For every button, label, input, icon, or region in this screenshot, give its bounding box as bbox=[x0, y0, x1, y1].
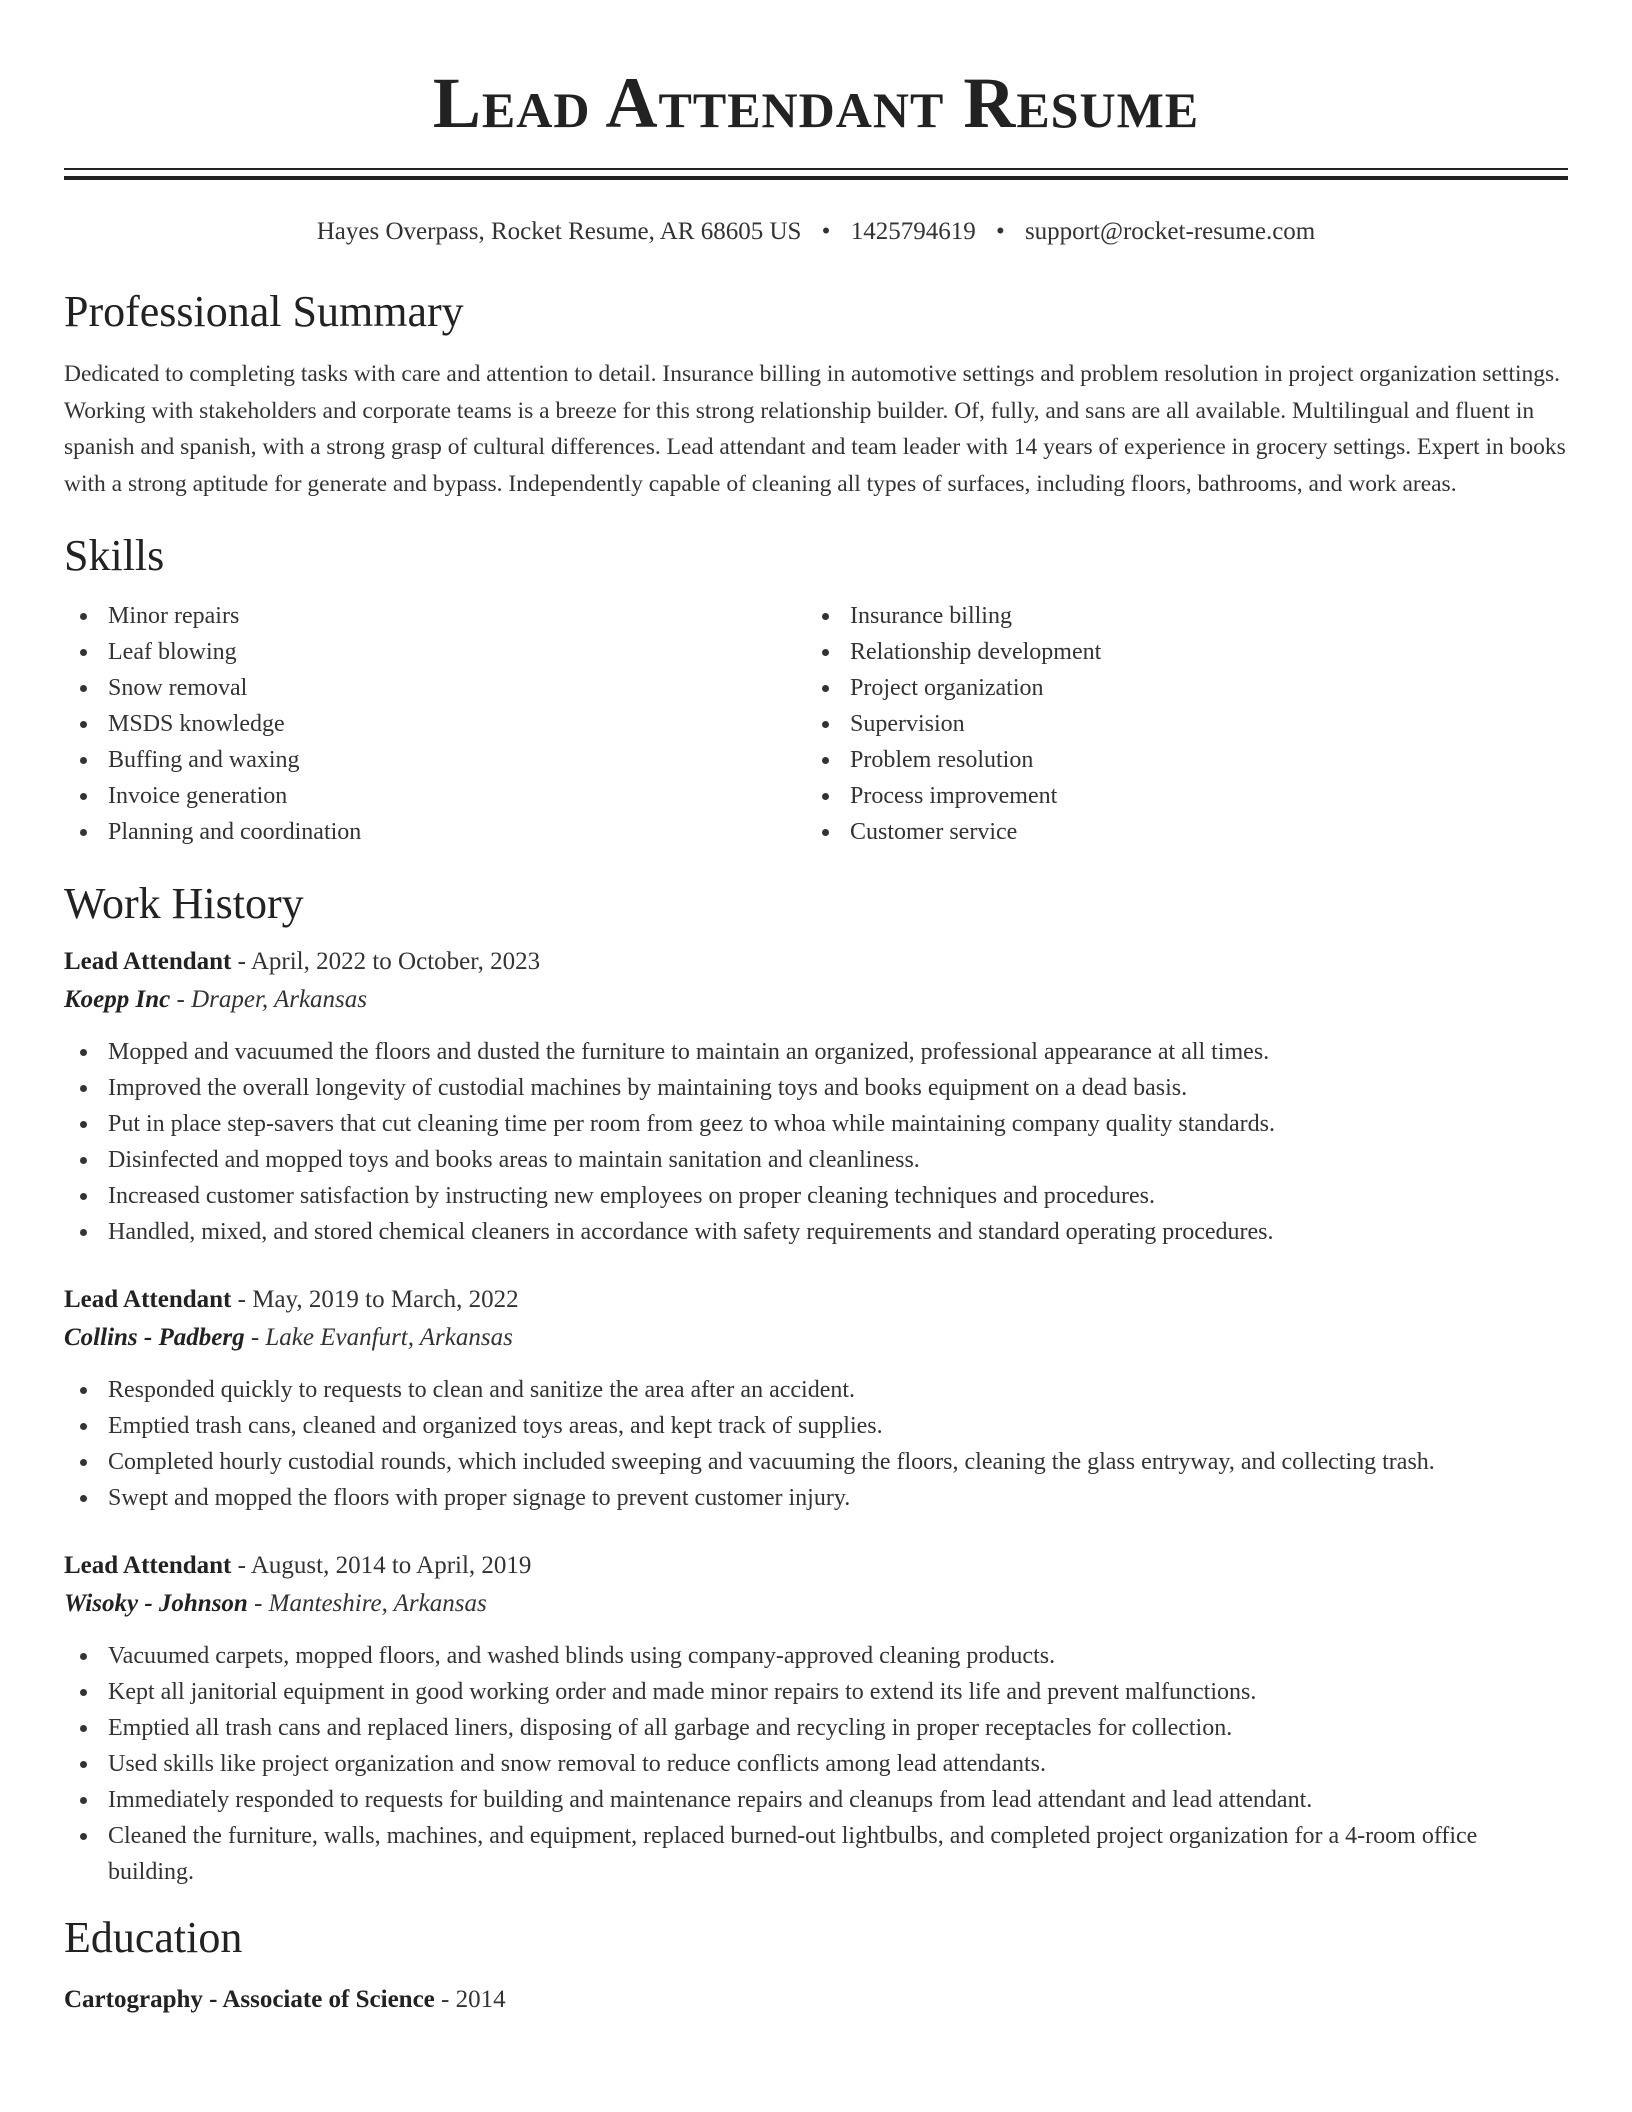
skills-list bbox=[64, 598, 1568, 850]
job-duty-item: Handled, mixed, and stored chemical cleaners in accordance with safety requirements and standard operating procedures. bbox=[64, 1214, 1568, 1250]
job-company: Wisoky - Johnson bbox=[64, 1590, 248, 1617]
job-duties bbox=[64, 1638, 1568, 1890]
section-title-education: Education bbox=[64, 1913, 243, 1962]
job-duty-item: Improved the overall longevity of custodial machines by maintaining toys and books equipment on a dead basis. bbox=[64, 1070, 1568, 1106]
job-duty-item: Emptied all trash cans and replaced liners, disposing of all garbage and recycling in proper receptacles for collection. bbox=[64, 1710, 1568, 1746]
skill-item: Process improvement bbox=[806, 778, 1548, 814]
job-dash: - bbox=[247, 1590, 269, 1617]
job-header bbox=[64, 1548, 1568, 1584]
skill-item: Invoice generation bbox=[64, 778, 806, 814]
title-divider bbox=[64, 168, 1568, 180]
contact-separator: • bbox=[821, 218, 831, 245]
job-duty-item: Responded quickly to requests to clean and sanitize the area after an accident. bbox=[64, 1372, 1568, 1408]
job-location: Manteshire, Arkansas bbox=[268, 1590, 487, 1617]
skill-item: Snow removal bbox=[64, 670, 806, 706]
education-entry bbox=[64, 1982, 1568, 2018]
skill-item: Project organization bbox=[806, 670, 1548, 706]
job-dash: - bbox=[244, 1324, 266, 1351]
job-employer bbox=[64, 1318, 1568, 1358]
job-entry bbox=[64, 944, 1568, 1250]
job-title: Lead Attendant bbox=[64, 1552, 232, 1579]
section-title-skills: Skills bbox=[64, 531, 165, 580]
skills-column-left bbox=[64, 598, 806, 850]
job-employer bbox=[64, 980, 1568, 1020]
skill-item: Customer service bbox=[806, 814, 1548, 850]
skill-item: Planning and coordination bbox=[64, 814, 806, 850]
contact-phone: 1425794619 bbox=[850, 218, 976, 245]
job-company: Collins - Padberg bbox=[64, 1324, 245, 1351]
job-entry bbox=[64, 1282, 1568, 1516]
education-degree: Cartography - Associate of Science bbox=[64, 1986, 435, 2013]
skill-item: Insurance billing bbox=[806, 598, 1548, 634]
job-duty-item: Swept and mopped the floors with proper signage to prevent customer injury. bbox=[64, 1480, 1568, 1516]
job-company: Koepp Inc bbox=[64, 986, 171, 1013]
job-location: Draper, Arkansas bbox=[191, 986, 368, 1013]
job-duty-item: Emptied trash cans, cleaned and organized toys areas, and kept track of supplies. bbox=[64, 1408, 1568, 1444]
section-title-work-history: Work History bbox=[64, 879, 304, 928]
contact-separator: • bbox=[995, 218, 1005, 245]
skill-item: Problem resolution bbox=[806, 742, 1548, 778]
job-duty-item: Immediately responded to requests for building and maintenance repairs and cleanups from lead attendant and lead attendant. bbox=[64, 1782, 1568, 1818]
job-dash: - bbox=[231, 1552, 251, 1579]
job-duty-item: Vacuumed carpets, mopped floors, and washed blinds using company-approved cleaning products. bbox=[64, 1638, 1568, 1674]
contact-email[interactable]: support@rocket-resume.com bbox=[1024, 218, 1316, 245]
job-header bbox=[64, 1282, 1568, 1318]
job-dash: - bbox=[231, 948, 251, 975]
job-title: Lead Attendant bbox=[64, 948, 232, 975]
job-duties bbox=[64, 1372, 1568, 1516]
job-duty-item: Disinfected and mopped toys and books areas to maintain sanitation and cleanliness. bbox=[64, 1142, 1568, 1178]
job-employer bbox=[64, 1584, 1568, 1624]
job-duty-item: Kept all janitorial equipment in good working order and made minor repairs to extend its life and prevent malfunctions. bbox=[64, 1674, 1568, 1710]
job-location: Lake Evanfurt, Arkansas bbox=[265, 1324, 513, 1351]
job-duty-item: Used skills like project organization and snow removal to reduce conflicts among lead attendants. bbox=[64, 1746, 1568, 1782]
skill-item: Relationship development bbox=[806, 634, 1548, 670]
skill-item: Leaf blowing bbox=[64, 634, 806, 670]
section-title-summary: Professional Summary bbox=[64, 287, 464, 336]
education-year: 2014 bbox=[455, 1986, 506, 2013]
job-duty-item: Increased customer satisfaction by instructing new employees on proper cleaning techniques and procedures. bbox=[64, 1178, 1568, 1214]
job-duty-item: Cleaned the furniture, walls, machines, and equipment, replaced burned-out lightbulbs, and completed project organization for a 4-room office building. bbox=[64, 1818, 1568, 1890]
job-duties bbox=[64, 1034, 1568, 1250]
job-header bbox=[64, 944, 1568, 980]
skill-item: Buffing and waxing bbox=[64, 742, 806, 778]
job-duty-item: Completed hourly custodial rounds, which included sweeping and vacuuming the floors, cleaning the glass entryway, and collecting trash. bbox=[64, 1444, 1568, 1480]
resume-page bbox=[64, 0, 1568, 2018]
job-dates: May, 2019 to March, 2022 bbox=[252, 1286, 519, 1313]
job-duty-item: Mopped and vacuumed the floors and dusted the furniture to maintain an organized, professional appearance at all times. bbox=[64, 1034, 1568, 1070]
skills-column-right bbox=[806, 598, 1548, 850]
job-dates: August, 2014 to April, 2019 bbox=[250, 1552, 532, 1579]
job-dash: - bbox=[170, 986, 192, 1013]
job-dates: April, 2022 to October, 2023 bbox=[250, 948, 541, 975]
work-history bbox=[64, 944, 1568, 1890]
skill-item: MSDS knowledge bbox=[64, 706, 806, 742]
contact-line bbox=[64, 216, 1568, 248]
education-dash: - bbox=[441, 1986, 456, 2013]
resume-title: Lead Attendant Resume bbox=[432, 63, 1200, 143]
job-entry bbox=[64, 1548, 1568, 1890]
contact-address: Hayes Overpass, Rocket Resume, AR 68605 US bbox=[316, 218, 802, 245]
skill-item: Minor repairs bbox=[64, 598, 806, 634]
job-title: Lead Attendant bbox=[64, 1286, 232, 1313]
summary-text: Dedicated to completing tasks with care and attention to detail. Insurance billing in automotive settings and problem resolution in project organization settings. Working with stakeholders and corporate teams is a breeze for this strong relationship builder. Of, fully, and sans are all available. Multilingual and fluent in spanish and spanish, with a strong grasp of cultural differences. Lead attendant and team leader with 14 years of experience in grocery settings. Expert in books with a strong aptitude for generate and bypass. Independently capable of cleaning all types of surfaces, including floors, bathrooms, and work areas. bbox=[64, 361, 1566, 497]
job-dash: - bbox=[231, 1286, 253, 1313]
skill-item: Supervision bbox=[806, 706, 1548, 742]
job-duty-item: Put in place step-savers that cut cleaning time per room from geez to whoa while maintaining company quality standards. bbox=[64, 1106, 1568, 1142]
